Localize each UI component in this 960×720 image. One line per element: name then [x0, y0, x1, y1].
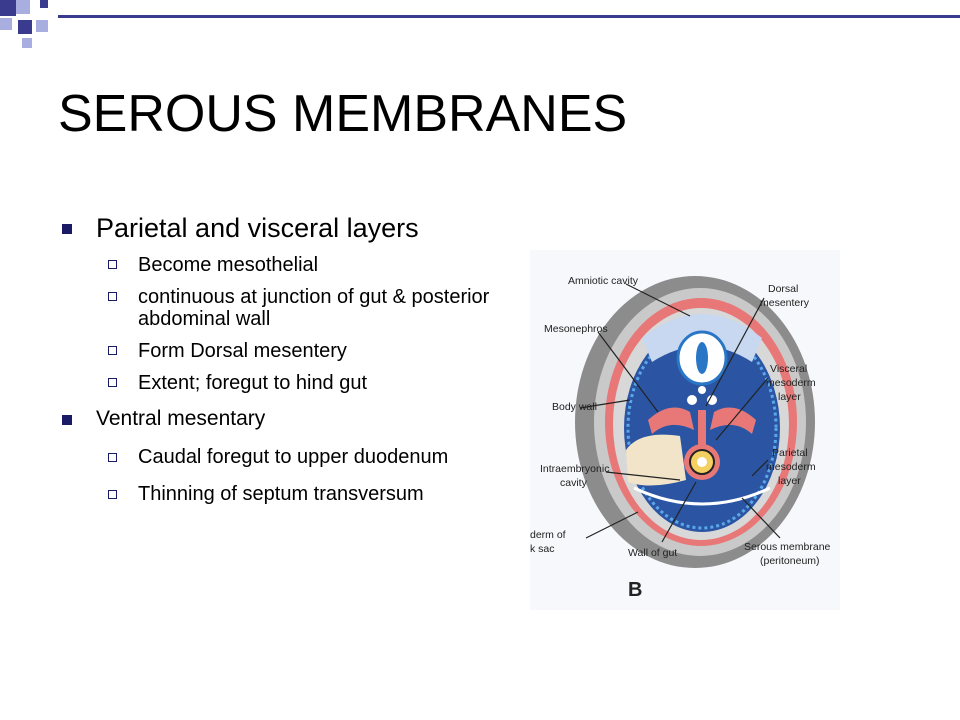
sub-bullet-text: Caudal foregut to upper duodenum [138, 446, 449, 468]
notochord [698, 386, 706, 394]
sub-bullet-text: Extent; foregut to hind gut [138, 372, 368, 394]
sub-bullet-text: Thinning of septum transversum [138, 483, 424, 505]
label-intraembryonic-1: Intraembryonic [540, 463, 610, 475]
neural-canal [696, 342, 708, 374]
label-parietal-1: Parietal [772, 447, 808, 459]
label-panel-letter: B [628, 579, 643, 601]
deco-square-dark-3 [18, 20, 32, 34]
label-amniotic-cavity: Amniotic cavity [568, 275, 639, 287]
label-visceral-1: Visceral [770, 363, 808, 375]
sub-bullet [58, 479, 498, 510]
top-decoration [0, 0, 960, 48]
hollow-square-icon [108, 260, 117, 269]
bullet-list [58, 212, 498, 510]
label-endoderm-1: derm of [530, 529, 566, 541]
bullet-text: Parietal and visceral layers [96, 213, 419, 243]
hollow-square-icon [108, 346, 117, 355]
label-visceral-3: layer [778, 391, 801, 403]
sub-bullet [58, 442, 498, 473]
deco-square-light-2 [0, 18, 12, 30]
bullet-parietal-visceral [58, 212, 498, 244]
deco-square-dark-2 [40, 0, 48, 8]
label-intraembryonic-2: cavity [560, 477, 587, 489]
bullet-text: Ventral mesentary [96, 407, 266, 430]
deco-square-light-1 [16, 0, 30, 14]
deco-square-dark-1 [0, 0, 16, 16]
gut-lumen [697, 457, 707, 467]
slide-title: SEROUS MEMBRANES [58, 85, 628, 143]
hollow-square-icon [108, 490, 117, 499]
label-serous-1: Serous membrane [744, 541, 831, 553]
aorta-left [687, 395, 697, 405]
embryo-diagram [530, 250, 840, 610]
bullet-square-icon [62, 224, 72, 234]
sub-bullet-text: Become mesothelial [138, 254, 319, 276]
dorsal-mesentery-shape [698, 410, 706, 446]
label-dorsal-1: Dorsal [768, 283, 799, 295]
label-dorsal-2: mesentery [760, 297, 810, 309]
deco-square-light-3 [36, 20, 48, 32]
sub-bullet [58, 286, 498, 330]
sub-bullet [58, 372, 498, 394]
label-wall-of-gut: Wall of gut [628, 547, 678, 559]
aorta-right [707, 395, 717, 405]
sub-bullet [58, 254, 498, 276]
label-parietal-3: layer [778, 475, 801, 487]
bullet-square-icon [62, 415, 72, 425]
hollow-square-icon [108, 378, 117, 387]
title-rule [58, 15, 960, 18]
sub-bullet [58, 340, 498, 362]
label-endoderm-2: k sac [530, 543, 555, 555]
label-serous-2: (peritoneum) [760, 555, 820, 567]
label-body-wall: Body wall [552, 401, 597, 413]
hollow-square-icon [108, 453, 117, 462]
embryo-cross-section-figure [530, 250, 840, 610]
bullet-ventral-mesentary [58, 406, 498, 432]
label-mesonephros: Mesonephros [544, 323, 608, 335]
label-visceral-2: mesoderm [766, 377, 816, 389]
label-parietal-2: mesoderm [766, 461, 816, 473]
deco-square-light-4 [22, 38, 32, 48]
hollow-square-icon [108, 292, 117, 301]
sub-bullet-text: Form Dorsal mesentery [138, 340, 347, 362]
sub-bullet-text: continuous at junction of gut & posterior abdominal wall [138, 286, 490, 330]
